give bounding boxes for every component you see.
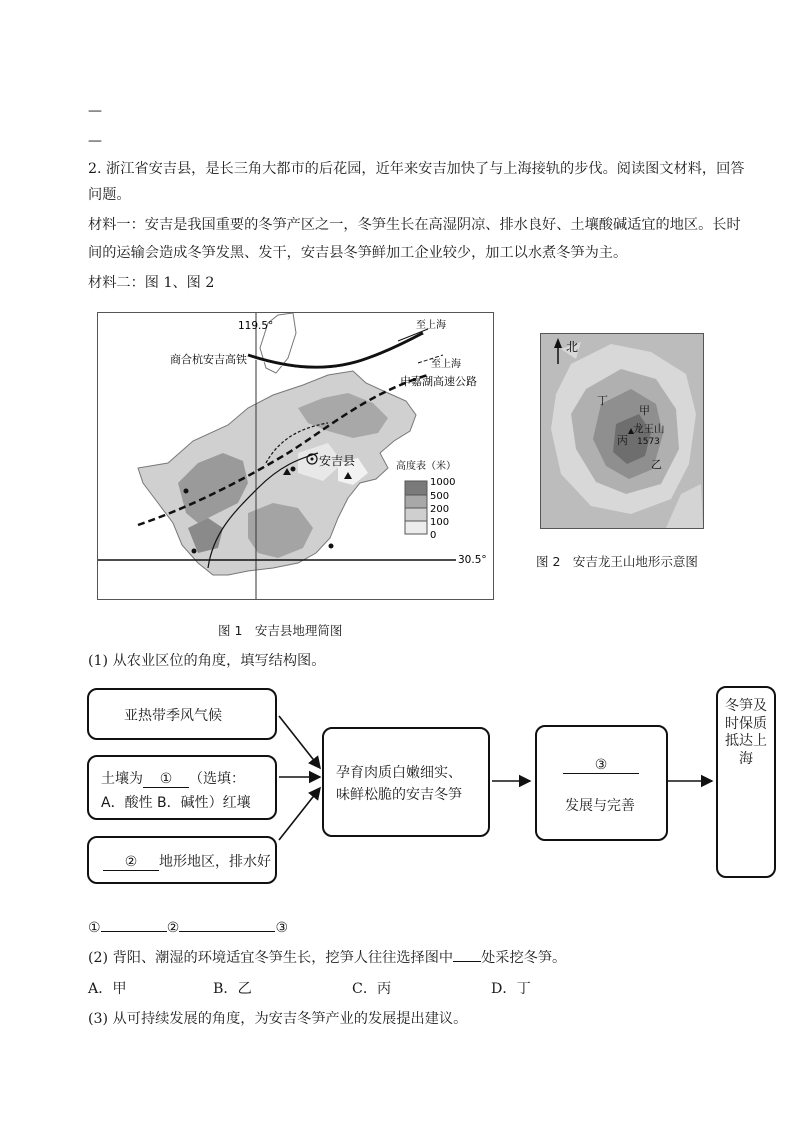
soil-box [87, 755, 277, 820]
q2-prompt-start: (2) 背阳、潮湿的环境适宜冬笋生长，挖笋人往往选择图中 [88, 950, 454, 966]
figure-2-map [540, 333, 704, 529]
mountain-label: 龙王山 [633, 423, 665, 435]
product-line-2: 味鲜松脆的安吉冬笋 [336, 787, 462, 803]
north-label: 北 [566, 340, 579, 354]
climate-label: 亚热带季风气候 [124, 708, 222, 724]
goal-box [716, 686, 776, 878]
question-1-prompt: (1) 从农业区位的角度，填写结构图。 [88, 653, 326, 669]
question-3-prompt: (3) 从可持续发展的角度，为安吉冬笋产业的发展提出建议。 [88, 1011, 468, 1027]
point-bing-label: 丙 [617, 434, 628, 447]
longitude-label: 119.5° [238, 320, 274, 332]
answer-1-marker: ① [88, 920, 101, 936]
material-one: 材料一：安吉是我国重要的冬笋产区之一，冬笋生长在高湿阴凉、排水良好、土壤酸碱适宜的地区。长时 [88, 217, 741, 233]
question-2-prompt [88, 947, 566, 969]
figure-2-caption: 图 2 安吉龙王山地形示意图 [536, 554, 698, 569]
point-yi-label: 乙 [651, 458, 662, 471]
legend-value: 0 [430, 530, 437, 541]
dash-mark: — [88, 133, 102, 149]
terrain-box [87, 836, 277, 884]
answer-2-blank[interactable] [179, 931, 275, 932]
legend-value: 500 [430, 491, 450, 502]
climate-box [87, 688, 277, 740]
latitude-label: 30.5° [458, 554, 487, 566]
blank-1: ① [143, 771, 189, 788]
option-a[interactable]: A．甲 [88, 981, 127, 997]
point-jia-label: 甲 [639, 404, 650, 417]
answer-2-marker: ② [166, 920, 180, 936]
development-label: 发展与完善 [565, 798, 635, 814]
answer-1-blank[interactable] [101, 931, 167, 932]
point-ding-label: 丁 [597, 394, 608, 407]
question-intro-cont: 问题。 [88, 187, 131, 203]
material-one-cont: 间的运输会造成冬笋发黑、发干，安吉县冬笋鲜加工企业较少，加工以水煮冬笋为主。 [88, 245, 628, 261]
blank-3: ③ [563, 757, 639, 774]
q2-prompt-end: 处采挖冬笋。 [481, 950, 567, 966]
figure-1-map [97, 312, 494, 600]
legend-title: 高度表（米） [396, 461, 456, 472]
soil-prefix: 土壤为 [101, 771, 143, 787]
highway-label: 申嘉湖高速公路 [400, 375, 477, 388]
q1-answer-row [88, 917, 288, 939]
terrain-label: 地形地区，排水好 [159, 854, 271, 870]
development-box [535, 725, 668, 841]
question-intro: 2. 浙江省安吉县，是长三角大都市的后花园，近年来安吉加快了与上海接轨的步伐。阅读图文材料，回答 [88, 161, 745, 177]
legend-value: 100 [430, 517, 450, 528]
material-two: 材料二：图 1、图 2 [88, 275, 215, 291]
goal-label: 冬笋及时保质抵达上海 [725, 698, 767, 767]
option-b[interactable]: B．乙 [213, 981, 252, 997]
soil-options-open: （选填： [189, 771, 245, 787]
answer-3-marker: ③ [275, 920, 289, 936]
county-label: 安吉县 [319, 454, 356, 468]
option-c[interactable]: C．丙 [352, 981, 392, 997]
dash-mark: — [88, 103, 102, 119]
soil-options: A．酸性 B．碱性）红壤 [101, 795, 251, 811]
elevation-label: 1573 [637, 437, 660, 447]
to-shanghai-label: 至上海 [431, 359, 461, 370]
soil-line-1 [101, 768, 245, 788]
blank-2: ② [103, 854, 159, 871]
option-d[interactable]: D．丁 [491, 981, 531, 997]
legend-value: 200 [430, 504, 450, 515]
figure-1-caption: 图 1 安吉县地理简图 [218, 623, 343, 638]
to-shanghai-label: 至上海 [416, 320, 446, 331]
q2-blank[interactable] [453, 961, 481, 962]
product-box [322, 727, 490, 837]
railway-label: 商合杭安吉高铁 [170, 353, 247, 366]
product-line-1: 孕育肉质白嫩细实、 [336, 765, 462, 781]
legend-value: 1000 [430, 477, 456, 488]
